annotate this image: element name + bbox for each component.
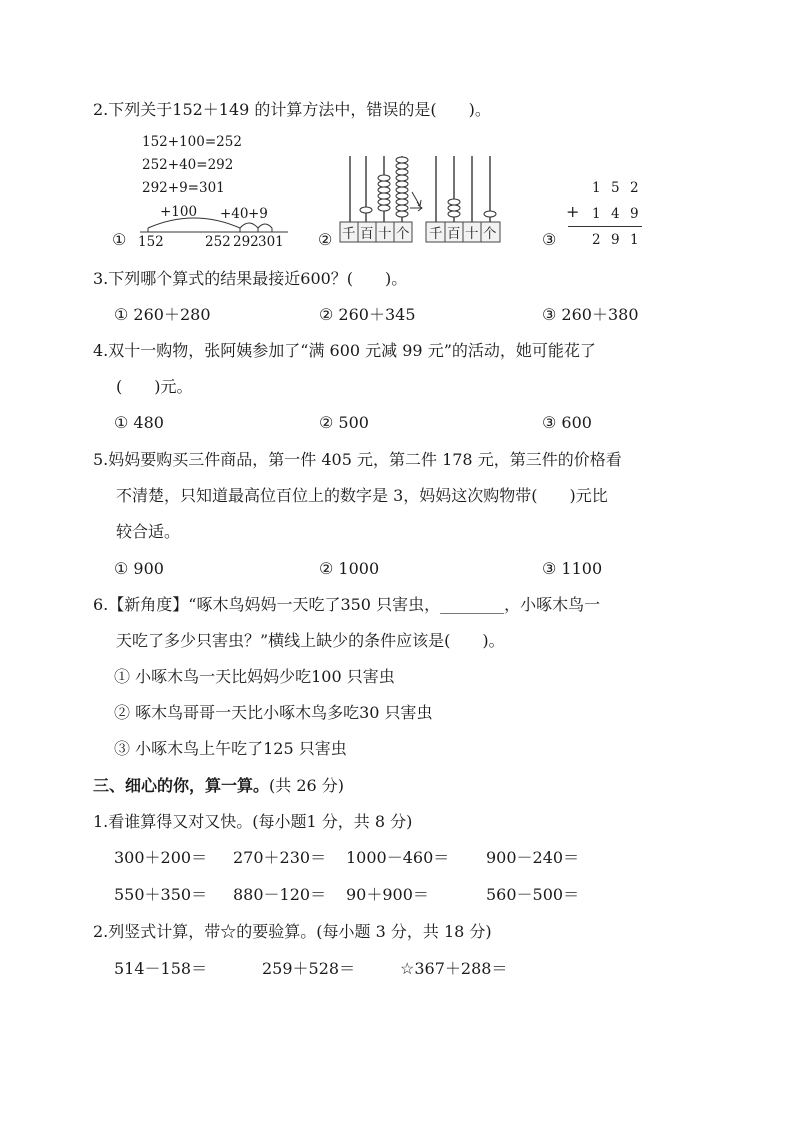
q3-option-3: ③ 260＋380 [542,305,639,324]
q2-figure-3 [540,176,650,252]
q6-option-3: ③ 小啄木鸟上午吃了125 只害虫 [114,739,347,758]
q6-option-2: ② 啄木鸟哥哥一天比小啄木鸟多吃30 只害虫 [114,703,433,722]
fig1-step-1: 152+100=252 [142,134,242,150]
s3q1-r2-c1: 550＋350＝ [114,885,208,904]
q5-option-2: ② 1000 [319,559,380,578]
number-line [112,128,292,248]
q4-option-1: ① 480 [114,413,164,432]
fig3-second-3: 9 [630,206,639,222]
abacus-a-thousands: 千 [342,226,356,242]
jump-label-9: +9 [248,206,268,222]
fig3-second-1: 1 [592,206,601,222]
q5-option-1: ① 900 [114,559,164,578]
s3q1-r2-c3: 90＋900＝ [346,885,429,904]
abacus-b-ones: 个 [483,226,497,242]
s3q1-r2-c4: 560－500＝ [486,885,580,904]
section-3-heading [93,776,344,796]
abacus-a-hundreds: 百 [360,226,374,242]
point-252: 252 [205,234,231,250]
s3q1-r1-c1: 300＋200＝ [114,848,208,867]
q6-option-1: ① 小啄木鸟一天比妈妈少吃100 只害虫 [114,667,395,686]
q4-option-3: ③ 600 [542,413,592,432]
jump-arc-9 [258,224,272,228]
fig2-marker: ② [318,230,333,249]
s3q1-stem: 1.看谁算得又对又快。(每小题1 分，共 8 分) [93,812,413,831]
s3q1-r1-c2: 270＋230＝ [233,848,327,867]
q4-stem-line-1: 4.双十一购物，张阿姨参加了“满 600 元减 99 元”的活动，她可能花了 [93,341,596,360]
q3-stem: 3.下列哪个算式的结果最接近600？( )。 [93,269,408,288]
s3q2-item-2: 259＋528＝ [262,959,356,978]
fig3-result-1: 2 [592,232,601,248]
jump-label-100: +100 [160,204,198,220]
fig3-top-2: 5 [611,180,620,196]
point-301: 301 [258,234,284,250]
fig3-top-1: 1 [592,180,601,196]
q5-stem-line-2: 不清楚，只知道最高位百位上的数字是 3，妈妈这次购物带( )元比 [116,486,608,505]
s3q1-r1-c4: 900－240＝ [486,848,580,867]
abacus-a-tens: 十 [378,226,392,242]
fig1-step-2: 252+40=292 [142,157,234,173]
point-152: 152 [138,234,164,250]
abacus-a-ones: 个 [396,226,410,242]
section-3-title: 三、细心的你，算一算。 [93,776,270,795]
q4-stem-line-2: ( )元。 [116,377,193,396]
section-3-score: (共 26 分) [269,776,345,795]
q6-stem-line-2: 天吃了多少只害虫？”横线上缺少的条件应该是( )。 [116,631,505,650]
fig3-plus: + [566,202,580,221]
q3-option-2: ② 260＋345 [319,305,416,324]
fig1-marker: ① [112,230,127,249]
s3q2-item-1: 514－158＝ [114,959,208,978]
fig3-second-2: 4 [611,206,620,222]
q4-option-2: ② 500 [319,413,369,432]
s3q2-stem: 2.列竖式计算，带☆的要验算。(每小题 3 分，共 18 分) [93,922,492,941]
jump-label-40: +40 [220,206,249,222]
q3-option-1: ① 260＋280 [114,305,211,324]
q5-option-3: ③ 1100 [542,559,603,578]
abacus-b-thousands: 千 [429,226,443,242]
fig3-marker: ③ [542,230,557,249]
q6-stem-line-1: 6.【新角度】“啄木鸟妈妈一天吃了350 只害虫，________，小啄木鸟一 [93,595,601,614]
q2-figure-2 [318,150,508,250]
q5-stem-line-3: 较合适。 [116,522,181,541]
s3q1-r1-c3: 1000－460＝ [346,848,450,867]
abacus-b-tens: 十 [465,226,479,242]
fig1-step-3: 292+9=301 [142,180,225,196]
abacus-b-hundreds: 百 [447,226,461,242]
q2-stem: 2.下列关于152＋149 的计算方法中，错误的是( )。 [93,100,491,119]
point-292: 292 [233,234,259,250]
fig3-top-3: 2 [630,180,639,196]
s3q1-r2-c2: 880－120＝ [233,885,327,904]
fig3-sum-line [568,226,642,227]
q2-figure-1 [112,128,292,248]
fig3-result-3: 1 [630,232,639,248]
s3q2-item-3: ☆367＋288＝ [400,959,508,978]
fig3-result-2: 9 [611,232,620,248]
q5-stem-line-1: 5.妈妈要购买三件商品，第一件 405 元，第二件 178 元，第三件的价格看 [93,450,622,469]
